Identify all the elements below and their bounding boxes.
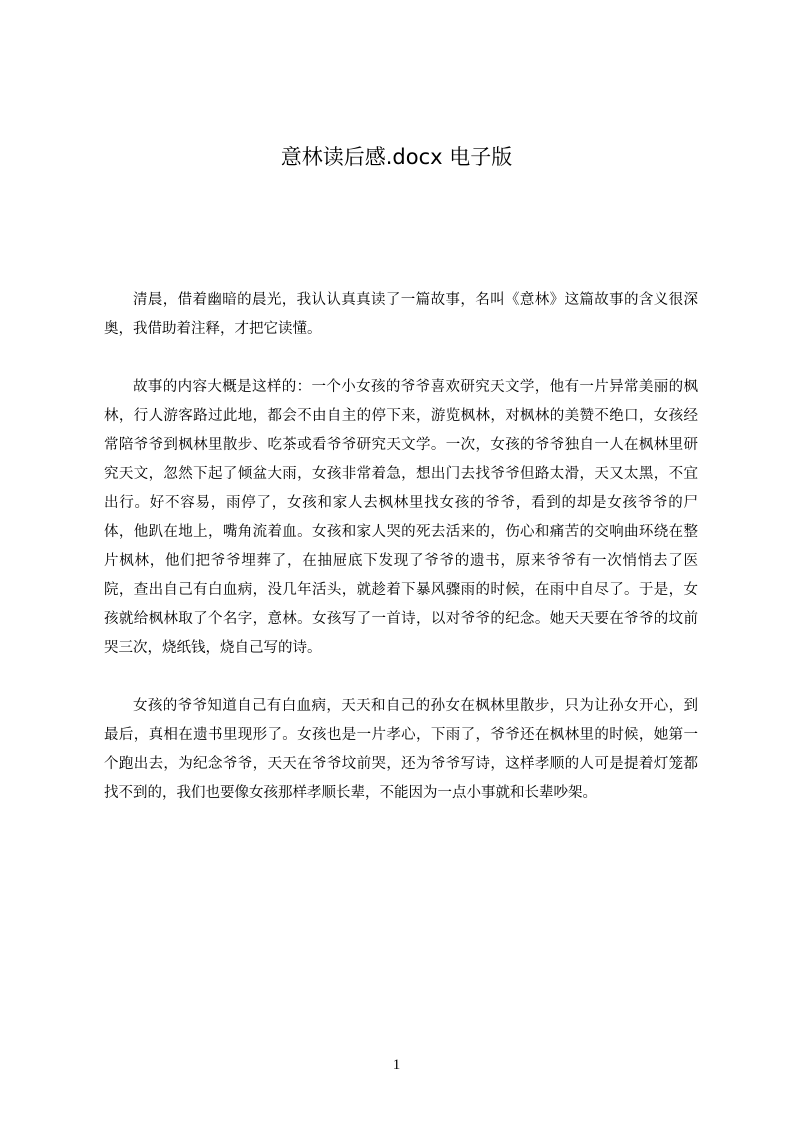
- paragraph-2: 故事的内容大概是这样的：一个小女孩的爷爷喜欢研究天文学，他有一片异常美丽的枫林，行人游客路过此地，都会不由自主的停下来，游览枫林，对枫林的美赞不绝口，女孩经常陪爷爷到枫林里散步、吃茶或看爷爷研究天文学。一次，女孩的爷爷独自一人在枫林里研究天文，忽然下起了倾盆大雨，女孩非常着急，想出门去找爷爷但路太滑，天又太黑，不宜出行。好不容易，雨停了，女孩和家人去枫林里找女孩的爷爷，看到的却是女孩爷爷的尸体，他趴在地上，嘴角流着血。女孩和家人哭的死去活来的，伤心和痛苦的交响曲环绕在整片枫林，他们把爷爷埋葬了，在抽屉底下发现了爷爷的遗书，原来爷爷有一次悄悄去了医院，查出自己有白血病，没几年活头，就趁着下暴风骤雨的时候，在雨中自尽了。于是，女孩就给枫林取了个名字，意林。女孩写了一首诗，以对爷爷的纪念。她天天要在爷爷的坟前哭三次，烧纸钱，烧自己写的诗。: [104, 379, 698, 656]
- page-number: 1: [392, 1057, 401, 1073]
- paragraph-3: 女孩的爷爷知道自己有白血病，天天和自己的孙女在枫林里散步，只为让孙女开心，到最后，真相在遗书里现形了。女孩也是一片孝心，下雨了，爷爷还在枫林里的时候，她第一个跑出去，为纪念爷爷，天天在爷爷坟前哭，还为爷爷写诗，这样孝顺的人可是提着灯笼都找不到的，我们也要像女孩那样孝顺长辈，不能因为一点小事就和长辈吵架。: [104, 698, 698, 801]
- document-body: [104, 286, 698, 837]
- document-title: 意林读后感.docx 电子版: [280, 145, 513, 169]
- paragraph-1: 清晨，借着幽暗的晨光，我认认真真读了一篇故事，名叫《意林》这篇故事的含义很深奥，我借助着注释，才把它读懂。: [104, 292, 698, 337]
